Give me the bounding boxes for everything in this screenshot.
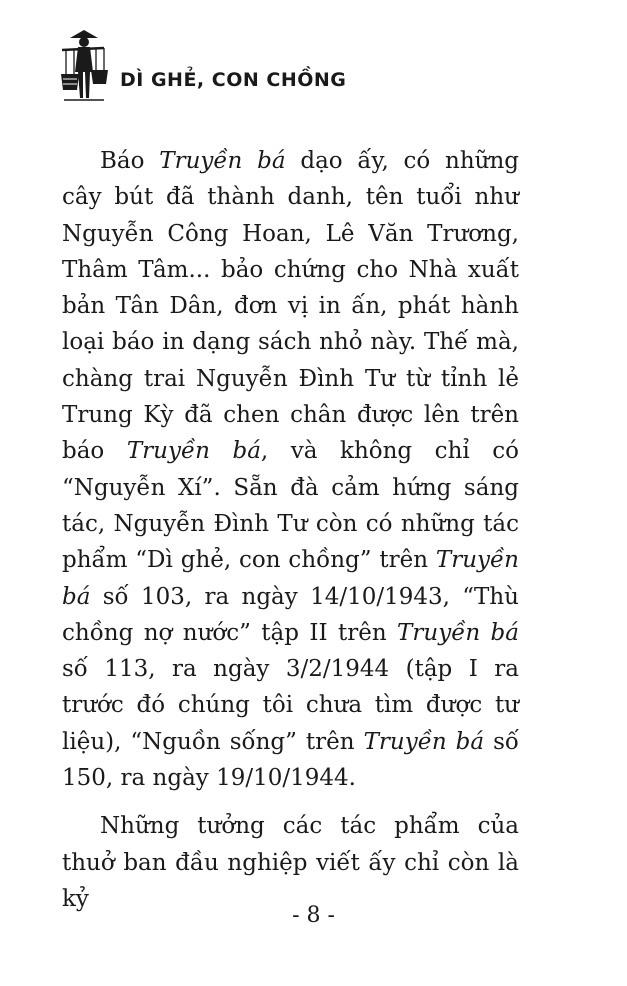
body-text (62, 143, 519, 917)
text-run: dạo ấy, có những cây bút đã thành danh, tên tuổi như Nguyễn Công Hoan, Lê Văn Trương, Thâm Tâm... bảo chứng cho Nhà xuất bản Tân Dân, đơn vị in ấn, phát hành loại báo in dạng sách nhỏ này. Thế mà, chàng trai Nguyễn Đình Tư từ tỉnh lẻ Trung Kỳ đã chen chân được lên trên báo (62, 148, 520, 465)
paragraph (62, 808, 519, 917)
text-run: số 113, ra ngày 3/2/1944 (tập I ra trước đó chúng tôi chưa tìm được tư liệu), “Nguồn sống” trên (62, 656, 519, 755)
italic-text: Truyền bá (126, 438, 261, 465)
italic-text: Truyền bá (363, 728, 485, 755)
text-run: số 150, ra ngày 19/10/1944. (62, 728, 519, 792)
italic-text: Truyền bá (397, 619, 519, 646)
paragraph (62, 143, 519, 796)
running-header (60, 24, 560, 104)
text-run: Những tưởng các tác phẩm của thuở ban đầu nghiệp viết ấy chỉ còn là kỷ (62, 813, 519, 912)
text-run: số 103, ra ngày 14/10/1943, “Thù chồng nợ nước” tập II trên (62, 583, 519, 646)
text-run: , và không chỉ có “Nguyễn Xí”. Sẵn đà cảm hứng sáng tác, Nguyễn Đình Tư còn có những tác phẩm “Dì ghẻ, con chồng” trên (62, 438, 520, 574)
page-number: - 8 - (292, 903, 335, 928)
italic-text: Truyền bá (159, 148, 286, 174)
woman-carrying-baskets-icon (60, 24, 108, 104)
italic-text: Truyền bá (62, 547, 519, 610)
text-run: Báo (100, 148, 160, 174)
running-header-title: DÌ GHẺ, CON CHỒNG (120, 69, 347, 91)
